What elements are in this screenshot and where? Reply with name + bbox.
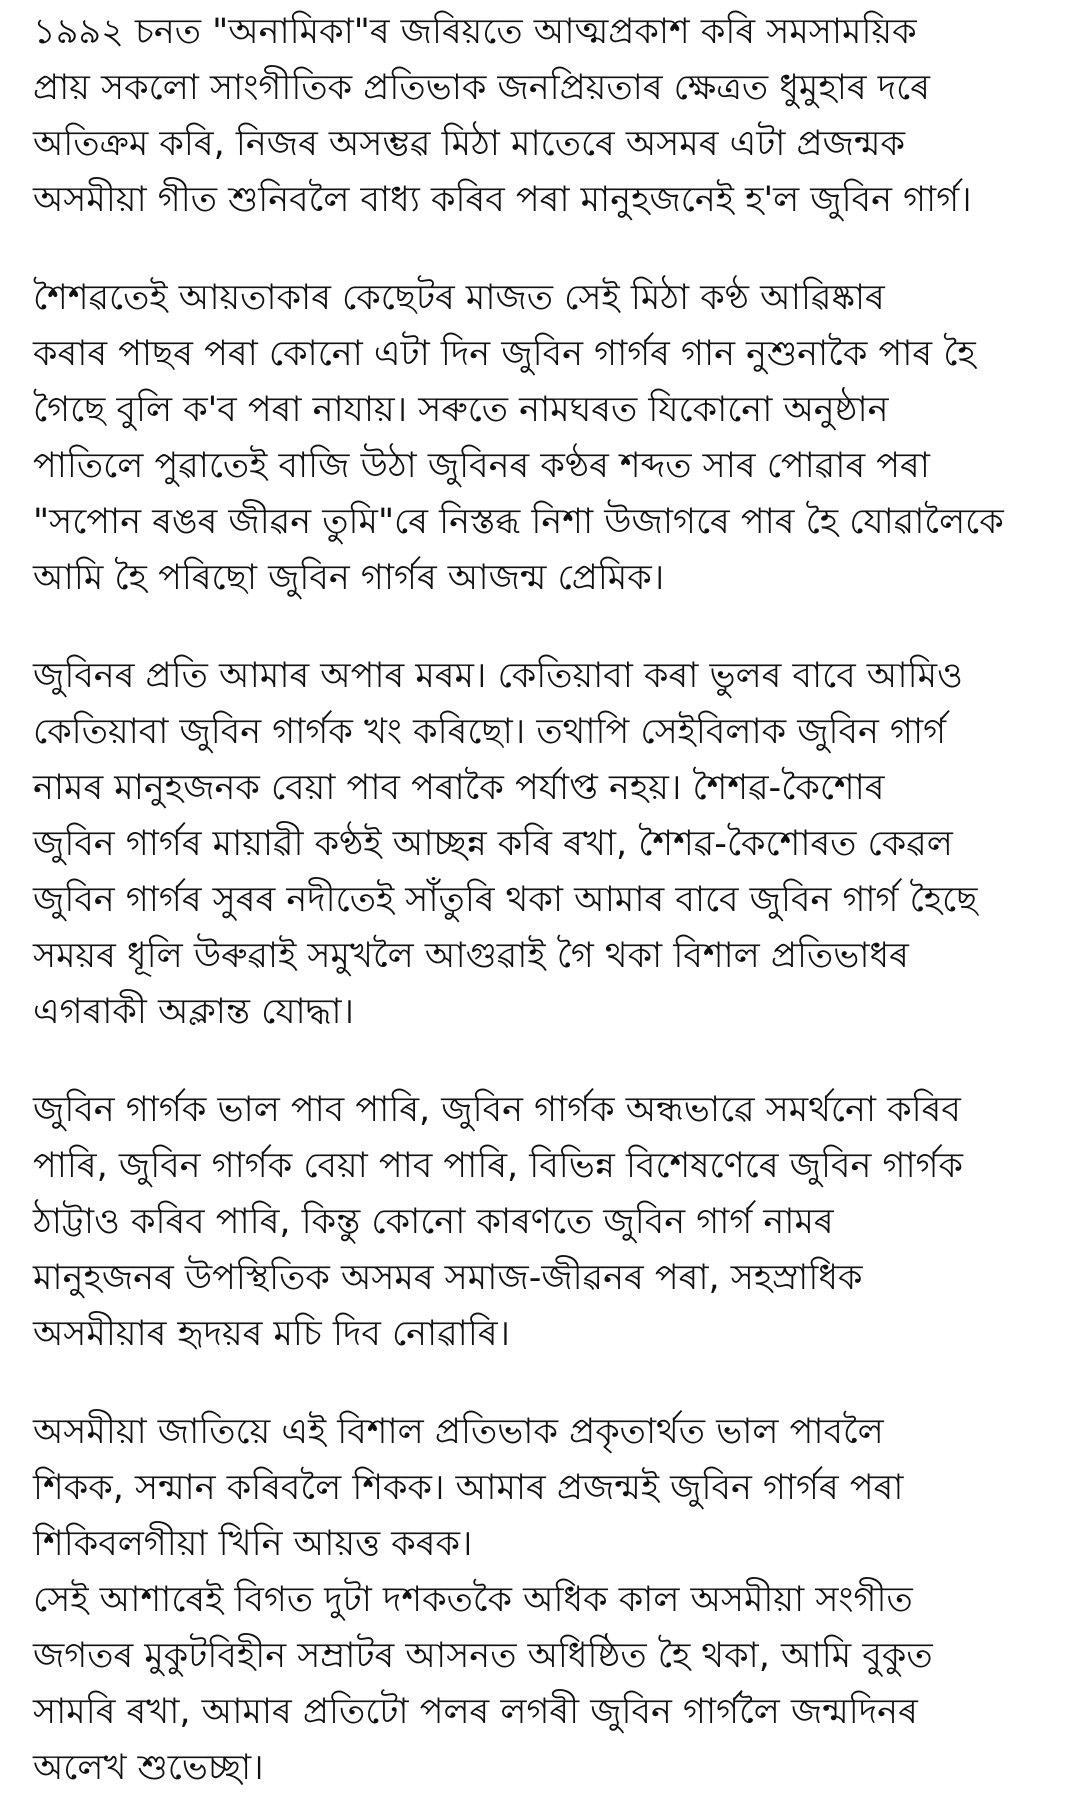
paragraph-1	[33, 4, 1063, 228]
text-line: অসমীয়া গীত শুনিবলৈ বাধ্য কৰিব পৰা মানুহজনেই হ'ল জুবিন গাৰ্গ।	[33, 180, 972, 220]
text-line: শিকিবলগীয়া খিনি আয়ত্ত কৰক।	[33, 1524, 473, 1564]
paragraph-2	[33, 270, 1063, 606]
text-line: অসমীয়া জাতিয়ে এই বিশাল প্ৰতিভাক প্ৰকৃতাৰ্থত ভাল পাবলৈ	[33, 1412, 884, 1452]
text-line: জুবিন গাৰ্গৰ মায়াৱী কণ্ঠই আচ্ছন্ন কৰি ৰখা, শৈশৱ-কৈশোৰত কেৱল	[33, 824, 953, 864]
text-line: সেই আশাৰেই বিগত দুটা দশকতকৈ অধিক কাল অসমীয়া সংগীত	[33, 1580, 913, 1620]
text-line: জগতৰ মুকুটবিহীন সম্ৰাটৰ আসনত অধিষ্ঠিত হৈ থকা, আমি বুকুত	[33, 1636, 933, 1676]
text-line: ১৯৯২ চনত "অনামিকা"ৰ জৰিয়তে আত্মপ্ৰকাশ কৰি সমসাময়িক	[33, 12, 917, 52]
text-line: গৈছে বুলি ক'ব পৰা নাযায়। সৰুতে নামঘৰত যিকোনো অনুষ্ঠান	[33, 390, 889, 430]
text-line: পাৰি, জুবিন গাৰ্গক বেয়া পাব পাৰি, বিভিন্ন বিশেষণেৰে জুবিন গাৰ্গক	[33, 1146, 964, 1186]
text-line: শৈশৱতেই আয়তাকাৰ কেছেটৰ মাজত সেই মিঠা কণ্ঠ আৱিষ্কাৰ	[33, 278, 885, 318]
text-line: সময়ৰ ধূলি উৰুৱাই সমুখলৈ আগুৱাই গৈ থকা বিশাল প্ৰতিভাধৰ	[33, 936, 909, 976]
text-line: অসমীয়াৰ হৃদয়ৰ মচি দিব নোৱাৰি।	[33, 1314, 511, 1354]
text-line: এগৰাকী অক্লান্ত যোদ্ধা।	[33, 992, 355, 1032]
paragraph-4	[33, 1082, 1063, 1362]
text-line: অতিক্ৰম কৰি, নিজৰ অসম্ভৱ মিঠা মাতেৰে অসমৰ এটা প্ৰজন্মক	[33, 124, 905, 164]
article-body	[33, 4, 1063, 1796]
text-line: জুবিন গাৰ্গৰ সুৰৰ নদীতেই সাঁতুৰি থকা আমাৰ বাবে জুবিন গাৰ্গ হৈছে	[33, 880, 978, 920]
paragraph-5	[33, 1404, 1063, 1572]
text-line: পাতিলে পুৱাতেই বাজি উঠা জুবিনৰ কণ্ঠৰ শব্দত সাৰ পোৱাৰ পৰা	[33, 446, 930, 486]
text-line: আমি হৈ পৰিছো জুবিন গাৰ্গৰ আজন্ম প্ৰেমিক।	[33, 558, 665, 598]
text-line: সামৰি ৰখা, আমাৰ প্ৰতিটো পলৰ লগৰী জুবিন গাৰ্গলৈ জন্মদিনৰ	[33, 1692, 918, 1732]
text-line: অলেখ শুভেচ্ছা।	[33, 1748, 264, 1788]
text-line: "সপোন ৰঙৰ জীৱন তুমি"ৰে নিস্তব্ধ নিশা উজাগৰে পাৰ হৈ যোৱালৈকে	[33, 502, 1004, 542]
text-line: কৰাৰ পাছৰ পৰা কোনো এটা দিন জুবিন গাৰ্গৰ গান নুশুনাকৈ পাৰ হৈ	[33, 334, 976, 374]
paragraph-6	[33, 1572, 1063, 1796]
text-line: শিকক, সন্মান কৰিবলৈ শিকক। আমাৰ প্ৰজন্মই জুবিন গাৰ্গৰ পৰা	[33, 1468, 904, 1508]
text-line: জুবিনৰ প্ৰতি আমাৰ অপাৰ মৰম। কেতিয়াবা কৰা ভুলৰ বাবে আমিও	[33, 656, 963, 696]
paragraph-3	[33, 648, 1063, 1040]
text-line: জুবিন গাৰ্গক ভাল পাব পাৰি, জুবিন গাৰ্গক অন্ধভাৱে সমৰ্থনো কৰিব	[33, 1090, 961, 1130]
text-line: প্ৰায় সকলো সাংগীতিক প্ৰতিভাক জনপ্ৰিয়তাৰ ক্ষেত্ৰত ধুমুহাৰ দৰে	[33, 68, 930, 108]
text-line: কেতিয়াবা জুবিন গাৰ্গক খং কৰিছো। তথাপি সেইবিলাক জুবিন গাৰ্গ	[33, 712, 947, 752]
text-line: মানুহজনৰ উপস্থিতিক অসমৰ সমাজ-জীৱনৰ পৰা, সহস্ৰাধিক	[33, 1258, 863, 1298]
text-line: নামৰ মানুহজনক বেয়া পাব পৰাকৈ পৰ্যাপ্ত নহয়। শৈশৱ-কৈশোৰ	[33, 768, 885, 808]
text-line: ঠাট্টাও কৰিব পাৰি, কিন্তু কোনো কাৰণতে জুবিন গাৰ্গ নামৰ	[33, 1202, 834, 1242]
